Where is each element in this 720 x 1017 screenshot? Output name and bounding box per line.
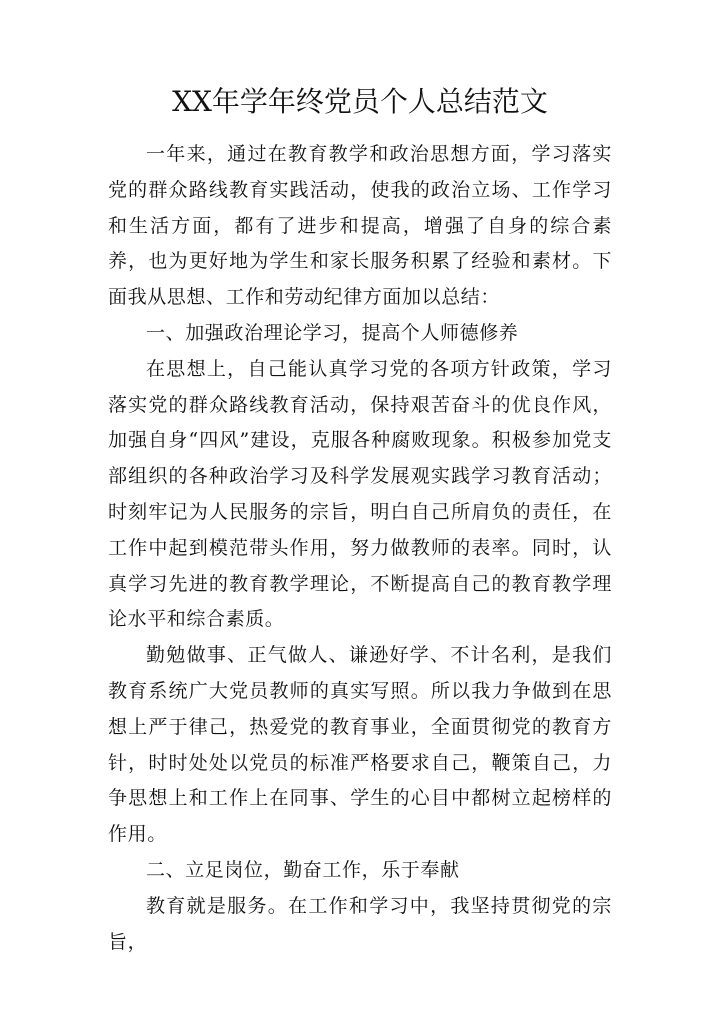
document-title: XX年学年终党员个人总结范文	[172, 85, 548, 118]
paragraph-thought: 在思想上，自己能认真学习党的各项方针政策，学习落实党的群众路线教育活动，保持艰苦奋斗的优良作风，加强自身“四风”建设，克服各种腐败现象。积极参加党支部组织的各种政治学习及科学发展观实践学习教育活动；时刻牢记为人民服务的宗旨，明白自己所肩负的责任，在工作中起到模范带头作用，努力做教师的表率。同时，认真学习先进的教育教学理论，不断提高自己的教育教学理论水平和综合素质。	[108, 357, 612, 631]
document-body	[108, 137, 612, 960]
paragraph-intro: 一年来，通过在教育教学和政治思想方面，学习落实党的群众路线教育实践活动，使我的政治立场、工作学习和生活方面，都有了进步和提高，增强了自身的综合素养，也为更好地为学生和家长服务积累了经验和素材。下面我从思想、工作和劳动纪律方面加以总结：	[108, 143, 612, 309]
paragraph-diligence: 勤勉做事、正气做人、谦逊好学、不计名利，是我们教育系统广大党员教师的真实写照。所以我力争做到在思想上严于律己，热爱党的教育事业，全面贯彻党的教育方针，时时处处以党员的标准严格要求自己，鞭策自己，力争思想上和工作上在同事、学生的心目中都树立起榜样的作用。	[108, 644, 612, 846]
paragraph-service: 教育就是服务。在工作和学习中，我坚持贯彻党的宗旨，	[108, 894, 612, 953]
section-heading-2: 二、立足岗位，勤奋工作，乐于奉献	[146, 858, 460, 881]
section-heading-1: 一、加强政治理论学习，提高个人师德修养	[146, 321, 519, 344]
